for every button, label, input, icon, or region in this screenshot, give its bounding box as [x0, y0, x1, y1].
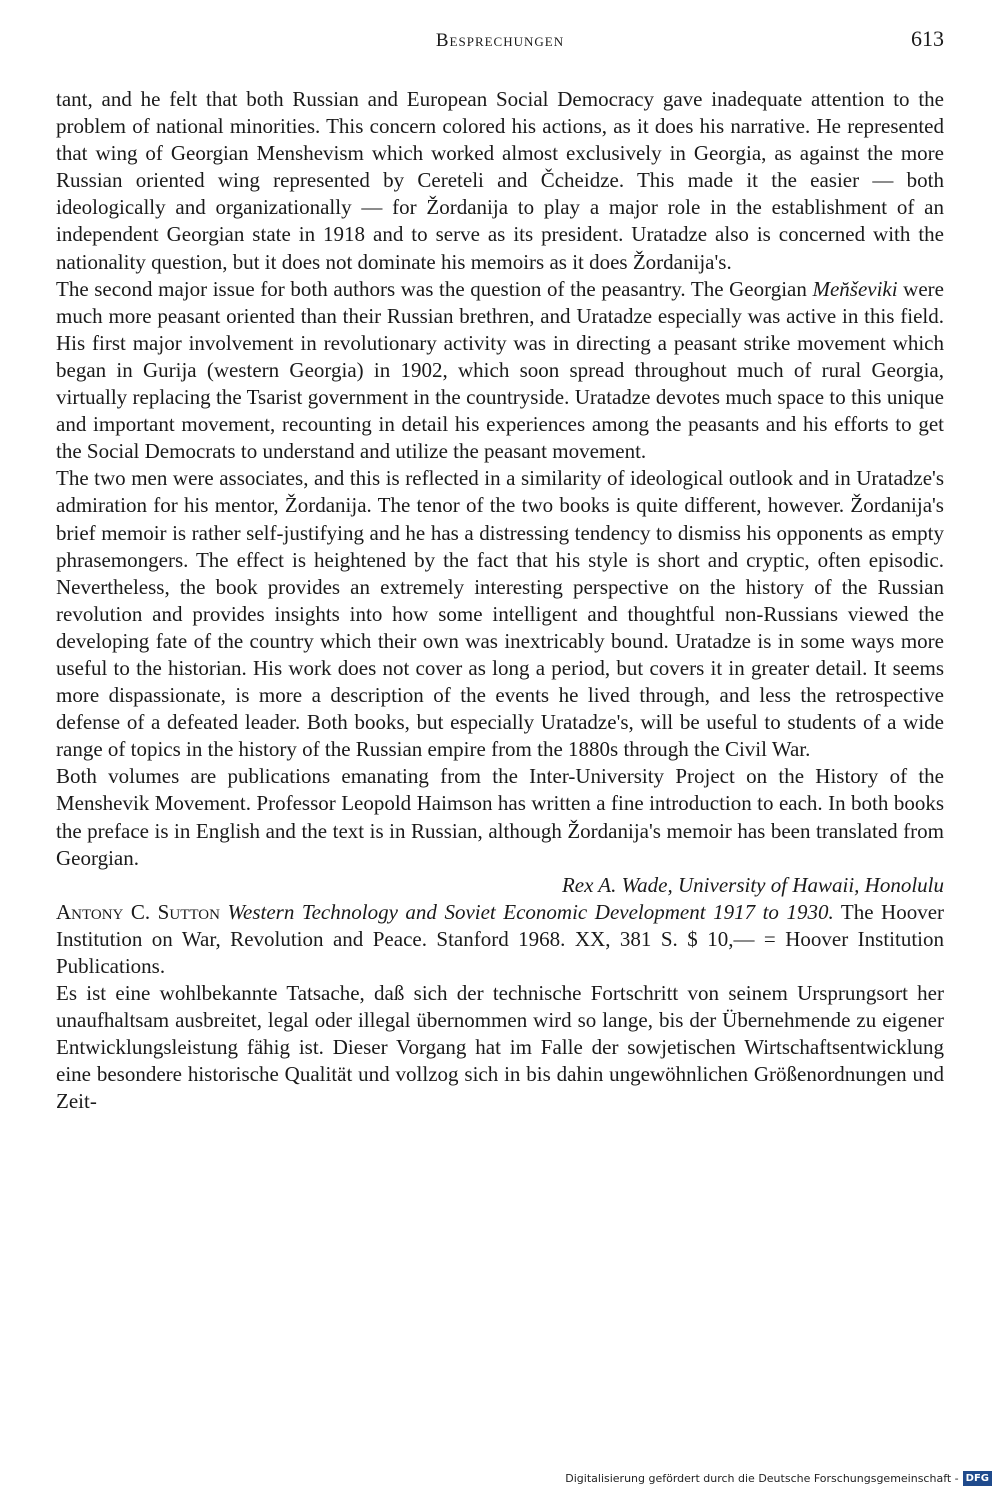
running-head: Besprechungen	[435, 30, 565, 51]
review-heading	[56, 899, 944, 980]
page-number: 613	[911, 26, 944, 51]
footer-text: Digitalisierung gefördert durch die Deutsche Forschungsgemeinschaft -	[565, 1471, 959, 1485]
paragraph-2-term: Men̆ševiki	[812, 276, 898, 301]
paragraph-3-lead: The two men were associates, and this is reflected in a similarity of ideological outlook and in Uratadze's admiration for his mentor, Žordanija.	[56, 466, 944, 518]
paragraph-2-lead: The second major issue for both authors was the question of the peasantry. The Georgian	[56, 276, 813, 301]
dfg-logo: DFG	[963, 1471, 992, 1486]
digitization-footer	[565, 1468, 992, 1488]
page-content	[56, 86, 944, 1116]
paragraph-3	[56, 465, 944, 763]
paragraph-4: Both volumes are publications emanating from the Inter-University Project on the History of the Menshevik Movement. Professor Leopold Haimson has written a fine introduction to each. In both books the preface is in English and the text is in Russian, although Žordanija's memoir has been translated from Georgian.	[56, 764, 944, 870]
page-header	[56, 26, 944, 60]
paragraph-2-rest: were much more peasant oriented than their Russian brethren, and Uratadze especially was active in this field. His first major involvement in revolutionary activity was in directing a peasant strike movement which began in Gurija (western Georgia) in 1902, which soon spread throughout much of rural Georgia, virtually replacing the Tsarist government in the countryside. Uratadze devotes much space to this unique and important movement, recounting in detail his experiences among the peasants and his efforts to get the Social Democrats to understand and utilize the peasant movement.	[56, 276, 944, 464]
paragraph-3-rest: The tenor of the two books is quite different, however. Žordanija's brief memoir is rather self-justifying and he has a distressing tendency to dismiss his opponents as empty phrasemongers. The effect is heightened by the fact that his style is short and cryptic, often episodic. Nevertheless, the book provides an extremely interesting perspective on the history of the Russian revolution and provides insights into how some intelligent and thoughtful non-Russians viewed the developing fate of the country which their own was inextricably bound. Uratadze is in some ways more useful to the historian. His work does not cover as long a period, but covers it in greater detail. It seems more dispassionate, is more a description of the events he lived through, and less the retrospective defense of a defeated leader. Both books, but especially Uratadze's, will be useful to students of a wide range of topics in the history of the Russian empire from the 1880s through the Civil War.	[56, 493, 944, 762]
paragraph-1: tant, and he felt that both Russian and European Social Democracy gave inadequate attention to the problem of national minorities. This concern colored his actions, as it does his narrative. He represented that wing of Georgian Menshevism which worked almost exclusively in Georgia, as against the more Russian oriented wing represented by Cereteli and Čcheidze. This made it the easier — both ideologically and organizationally — for Žordanija to play a major role in the establishment of an independent Georgian state in 1918 and to serve as its president. Uratadze also is concerned with the nationality question, but it does not dominate his memoirs as it does Žordanija's.	[56, 87, 944, 274]
paragraph-2	[56, 276, 944, 466]
review-text: Es ist eine wohlbekannte Tatsache, daß sich der technische Fortschritt von seinem Ursprungsort her unaufhaltsam ausbreitet, legal oder illegal übernommen wird so lange, bis der Übernehmende zu eigener Entwicklungsleistung fähig ist. Dieser Vorgang hat im Falle der sowjetischen Wirtschaftsentwicklung eine besondere historische Qualität und vollzog sich in bis dahin ungewöhnlichen Größenordnungen und Zeit-	[56, 981, 944, 1114]
review-author: Antony C. Sutton	[56, 899, 220, 924]
review-title: Western Technology and Soviet Economic Development 1917 to 1930.	[227, 899, 834, 924]
review-signature: Rex A. Wade, University of Hawaii, Honolulu	[561, 872, 944, 897]
review-details: The Hoover Institution on War, Revolution and Peace. Stanford 1968. XX, 381 S. $ 10,— = Hoover Institution Publications.	[56, 899, 945, 978]
